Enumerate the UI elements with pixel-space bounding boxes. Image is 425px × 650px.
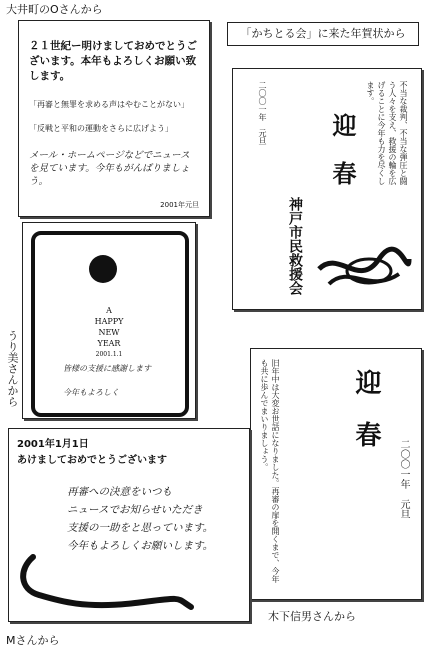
card4-greeting: 迎 春 (351, 369, 381, 447)
card3-year: 2001.1.1 (95, 351, 123, 358)
card-kinoshita (250, 348, 422, 600)
card2-date: 二〇〇一年 元旦 (258, 81, 267, 145)
card1-headline: ２１世紀ー明けましておめでとうございます。本年もよろしくお願い致します。 (29, 40, 197, 82)
card2-org: 神戸市民救援会 (287, 197, 303, 295)
card-m (8, 428, 250, 622)
card-kobe (232, 68, 422, 310)
card1-para2: 「反戦と平和の運動をさらに広げよう」 (29, 124, 173, 133)
card3-hand2: 今年もよろしく (63, 388, 119, 397)
skull-icon (89, 255, 117, 283)
card3-hand1: 皆様の支援に感謝します (63, 364, 151, 373)
card5-date: 2001年1月1日 (17, 439, 89, 450)
card4-body: 旧年中は大変お世話になりました。再審の扉を開くまで、今年も共に歩んでまいりましょう。 (260, 359, 280, 583)
card5-line1: 再審への決意をいつも (67, 486, 172, 498)
card5-line3: 支援の一助をと思っています。 (67, 522, 214, 534)
snake-illustration (15, 549, 195, 617)
card1-date: 2001年元旦 (160, 201, 199, 209)
card1-handwritten: メール・ホームページなどでニュースを見ています。今年もがんばりましょう。 (29, 150, 190, 187)
card3-line4: YEAR (97, 339, 121, 348)
label-urami: うり美さんから (6, 330, 19, 407)
card-oimachi (18, 20, 210, 217)
label-kinoshita: 木下信男さんから (268, 610, 356, 623)
label-kachitorukai: 「かちとる会」に来た年賀状から (227, 22, 419, 46)
card5-line4: 今年もよろしくお願いします。 (67, 540, 214, 552)
label-m: Mさんから (6, 634, 60, 647)
knot-illustration (309, 239, 419, 299)
card1-para1: 「再審と無罪を求める声はやむことがない」 (29, 100, 189, 109)
card5-line2: ニュースでお知らせいただき (67, 504, 203, 516)
card3-line3: NEW (98, 328, 120, 337)
card5-title: あけましておめでとうございます (17, 455, 167, 466)
card-urami (22, 222, 196, 419)
card4-date: 二〇〇一年 元旦 (398, 439, 409, 519)
card3-line1: A (106, 306, 112, 315)
card2-body: 不当な裁判、不当な弾圧と闘う人々を支え、救援の輪を広げることに今年も力を尽くします。 (366, 81, 408, 185)
card2-greeting: 迎 春 (328, 113, 356, 185)
card3-line2: HAPPY (94, 317, 124, 326)
label-oimachi: 大井町のOさんから (6, 3, 103, 16)
